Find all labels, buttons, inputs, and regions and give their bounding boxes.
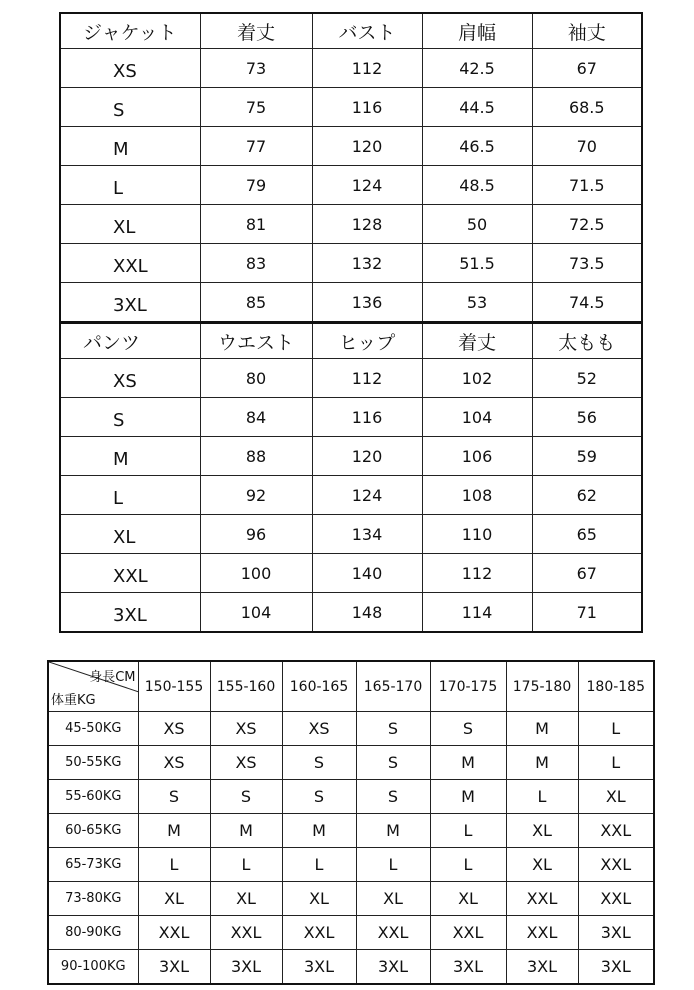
jacket-measure-cell: 50 <box>422 205 532 244</box>
pants-measure-cell: 114 <box>422 593 532 633</box>
jacket-measure-cell: 83 <box>200 244 312 283</box>
recommended-size-cell: S <box>356 746 430 780</box>
jacket-measure-cell: 46.5 <box>422 127 532 166</box>
size-chart-body <box>60 13 642 632</box>
recommendation-row <box>48 916 654 950</box>
recommended-size-cell: XL <box>430 882 506 916</box>
pants-measure-cell: 134 <box>312 515 422 554</box>
recommended-size-cell: XL <box>210 882 282 916</box>
jacket-row <box>60 127 642 166</box>
height-range-header: 150-155 <box>138 661 210 712</box>
pants-measure-cell: 84 <box>200 398 312 437</box>
recommended-size-cell: 3XL <box>430 950 506 985</box>
pants-measure-cell: 80 <box>200 359 312 398</box>
recommended-size-cell: XL <box>356 882 430 916</box>
jacket-header-cell: 着丈 <box>200 13 312 49</box>
recommended-size-cell: XXL <box>430 916 506 950</box>
weight-range-label: 73-80KG <box>48 882 138 916</box>
weight-range-label: 55-60KG <box>48 780 138 814</box>
recommendation-row <box>48 712 654 746</box>
weight-range-label: 65-73KG <box>48 848 138 882</box>
recommended-size-cell: L <box>578 746 654 780</box>
recommended-size-cell: XL <box>282 882 356 916</box>
jacket-measure-cell: 51.5 <box>422 244 532 283</box>
pants-measure-cell: 67 <box>532 554 642 593</box>
height-range-header: 170-175 <box>430 661 506 712</box>
recommended-size-cell: L <box>430 848 506 882</box>
pants-row <box>60 554 642 593</box>
pants-measure-cell: 116 <box>312 398 422 437</box>
recommended-size-cell: 3XL <box>210 950 282 985</box>
recommended-size-cell: XS <box>138 712 210 746</box>
recommended-size-cell: L <box>506 780 578 814</box>
pants-measure-cell: 112 <box>422 554 532 593</box>
corner-cell <box>48 661 138 712</box>
jacket-size-label: 3XL <box>60 283 200 323</box>
jacket-measure-cell: 75 <box>200 88 312 127</box>
pants-row <box>60 593 642 633</box>
pants-row <box>60 359 642 398</box>
recommended-size-cell: L <box>138 848 210 882</box>
height-range-header: 160-165 <box>282 661 356 712</box>
height-range-header: 165-170 <box>356 661 430 712</box>
recommended-size-cell: 3XL <box>578 916 654 950</box>
jacket-header-cell: バスト <box>312 13 422 49</box>
jacket-measure-cell: 128 <box>312 205 422 244</box>
recommended-size-cell: 3XL <box>282 950 356 985</box>
recommended-size-cell: S <box>356 712 430 746</box>
jacket-measure-cell: 44.5 <box>422 88 532 127</box>
pants-measure-cell: 96 <box>200 515 312 554</box>
recommendation-row <box>48 780 654 814</box>
pants-size-label: XS <box>60 359 200 398</box>
recommended-size-cell: XXL <box>356 916 430 950</box>
recommended-size-cell: XL <box>506 814 578 848</box>
recommended-size-cell: XS <box>210 746 282 780</box>
recommended-size-cell: XL <box>138 882 210 916</box>
recommended-size-cell: M <box>282 814 356 848</box>
recommendation-row <box>48 848 654 882</box>
weight-range-label: 90-100KG <box>48 950 138 985</box>
jacket-row <box>60 244 642 283</box>
weight-axis-label: 体重KG <box>51 693 96 708</box>
jacket-header-cell: 肩幅 <box>422 13 532 49</box>
jacket-size-label: XL <box>60 205 200 244</box>
pants-measure-cell: 112 <box>312 359 422 398</box>
jacket-size-label: XS <box>60 49 200 88</box>
pants-header-cell: 着丈 <box>422 323 532 359</box>
recommended-size-cell: XL <box>506 848 578 882</box>
pants-measure-cell: 71 <box>532 593 642 633</box>
pants-measure-cell: 110 <box>422 515 532 554</box>
pants-measure-cell: 100 <box>200 554 312 593</box>
recommended-size-cell: L <box>210 848 282 882</box>
recommended-size-cell: XXL <box>506 882 578 916</box>
pants-measure-cell: 65 <box>532 515 642 554</box>
recommended-size-cell: M <box>506 746 578 780</box>
recommended-size-cell: S <box>356 780 430 814</box>
pants-measure-cell: 124 <box>312 476 422 515</box>
jacket-measure-cell: 74.5 <box>532 283 642 323</box>
jacket-measure-cell: 42.5 <box>422 49 532 88</box>
pants-measure-cell: 104 <box>200 593 312 633</box>
pants-measure-cell: 56 <box>532 398 642 437</box>
pants-size-label: S <box>60 398 200 437</box>
recommendation-row <box>48 746 654 780</box>
jacket-measure-cell: 73 <box>200 49 312 88</box>
recommended-size-cell: L <box>578 712 654 746</box>
recommended-size-cell: XXL <box>210 916 282 950</box>
recommended-size-cell: XXL <box>506 916 578 950</box>
jacket-measure-cell: 112 <box>312 49 422 88</box>
recommended-size-cell: M <box>506 712 578 746</box>
pants-measure-cell: 92 <box>200 476 312 515</box>
pants-header-cell: ウエスト <box>200 323 312 359</box>
jacket-size-label: S <box>60 88 200 127</box>
jacket-size-label: XXL <box>60 244 200 283</box>
height-range-header: 175-180 <box>506 661 578 712</box>
jacket-row <box>60 166 642 205</box>
jacket-measure-cell: 71.5 <box>532 166 642 205</box>
recommendation-header-row <box>48 661 654 712</box>
recommended-size-cell: XXL <box>578 814 654 848</box>
recommended-size-cell: M <box>138 814 210 848</box>
jacket-measure-cell: 72.5 <box>532 205 642 244</box>
recommended-size-cell: 3XL <box>578 950 654 985</box>
recommended-size-cell: S <box>282 746 356 780</box>
recommended-size-cell: L <box>356 848 430 882</box>
recommended-size-cell: XS <box>282 712 356 746</box>
size-recommendation-table <box>47 660 655 985</box>
jacket-header-cell: 袖丈 <box>532 13 642 49</box>
pants-row <box>60 437 642 476</box>
pants-header-cell: パンツ <box>60 323 200 359</box>
recommended-size-cell: XXL <box>138 916 210 950</box>
recommended-size-cell: M <box>430 746 506 780</box>
jacket-measure-cell: 68.5 <box>532 88 642 127</box>
pants-size-label: L <box>60 476 200 515</box>
pants-measure-cell: 120 <box>312 437 422 476</box>
recommended-size-cell: M <box>430 780 506 814</box>
recommended-size-cell: S <box>430 712 506 746</box>
size-chart-table <box>59 12 643 633</box>
pants-measure-cell: 148 <box>312 593 422 633</box>
jacket-measure-cell: 67 <box>532 49 642 88</box>
pants-measure-cell: 52 <box>532 359 642 398</box>
weight-range-label: 80-90KG <box>48 916 138 950</box>
recommendation-row <box>48 814 654 848</box>
jacket-measure-cell: 81 <box>200 205 312 244</box>
pants-measure-cell: 59 <box>532 437 642 476</box>
recommendation-body <box>48 661 654 984</box>
pants-size-label: 3XL <box>60 593 200 633</box>
recommended-size-cell: XXL <box>282 916 356 950</box>
jacket-measure-cell: 85 <box>200 283 312 323</box>
jacket-measure-cell: 136 <box>312 283 422 323</box>
recommended-size-cell: M <box>210 814 282 848</box>
recommended-size-cell: XS <box>210 712 282 746</box>
jacket-row <box>60 88 642 127</box>
recommended-size-cell: XXL <box>578 882 654 916</box>
pants-measure-cell: 62 <box>532 476 642 515</box>
recommended-size-cell: 3XL <box>356 950 430 985</box>
jacket-header-row <box>60 13 642 49</box>
jacket-measure-cell: 77 <box>200 127 312 166</box>
height-range-header: 180-185 <box>578 661 654 712</box>
jacket-size-label: L <box>60 166 200 205</box>
recommended-size-cell: L <box>282 848 356 882</box>
jacket-measure-cell: 120 <box>312 127 422 166</box>
jacket-measure-cell: 70 <box>532 127 642 166</box>
pants-header-cell: 太もも <box>532 323 642 359</box>
jacket-measure-cell: 53 <box>422 283 532 323</box>
jacket-measure-cell: 132 <box>312 244 422 283</box>
jacket-measure-cell: 79 <box>200 166 312 205</box>
pants-measure-cell: 88 <box>200 437 312 476</box>
recommended-size-cell: XXL <box>578 848 654 882</box>
recommendation-row <box>48 950 654 985</box>
pants-measure-cell: 108 <box>422 476 532 515</box>
recommended-size-cell: 3XL <box>138 950 210 985</box>
recommended-size-cell: S <box>138 780 210 814</box>
jacket-row <box>60 205 642 244</box>
jacket-row <box>60 49 642 88</box>
weight-range-label: 60-65KG <box>48 814 138 848</box>
recommended-size-cell: S <box>210 780 282 814</box>
pants-measure-cell: 106 <box>422 437 532 476</box>
pants-size-label: XL <box>60 515 200 554</box>
jacket-size-label: M <box>60 127 200 166</box>
recommended-size-cell: S <box>282 780 356 814</box>
pants-measure-cell: 104 <box>422 398 532 437</box>
recommended-size-cell: 3XL <box>506 950 578 985</box>
jacket-measure-cell: 124 <box>312 166 422 205</box>
jacket-measure-cell: 116 <box>312 88 422 127</box>
jacket-row <box>60 283 642 323</box>
pants-row <box>60 398 642 437</box>
height-axis-label: 身長CM <box>89 670 136 685</box>
recommended-size-cell: XS <box>138 746 210 780</box>
pants-header-cell: ヒップ <box>312 323 422 359</box>
recommendation-row <box>48 882 654 916</box>
weight-range-label: 50-55KG <box>48 746 138 780</box>
pants-measure-cell: 102 <box>422 359 532 398</box>
pants-size-label: M <box>60 437 200 476</box>
recommended-size-cell: M <box>356 814 430 848</box>
jacket-measure-cell: 73.5 <box>532 244 642 283</box>
pants-size-label: XXL <box>60 554 200 593</box>
pants-row <box>60 476 642 515</box>
recommended-size-cell: XL <box>578 780 654 814</box>
jacket-header-cell: ジャケット <box>60 13 200 49</box>
pants-row <box>60 515 642 554</box>
weight-range-label: 45-50KG <box>48 712 138 746</box>
pants-measure-cell: 140 <box>312 554 422 593</box>
pants-header-row <box>60 323 642 359</box>
recommended-size-cell: L <box>430 814 506 848</box>
jacket-measure-cell: 48.5 <box>422 166 532 205</box>
height-range-header: 155-160 <box>210 661 282 712</box>
